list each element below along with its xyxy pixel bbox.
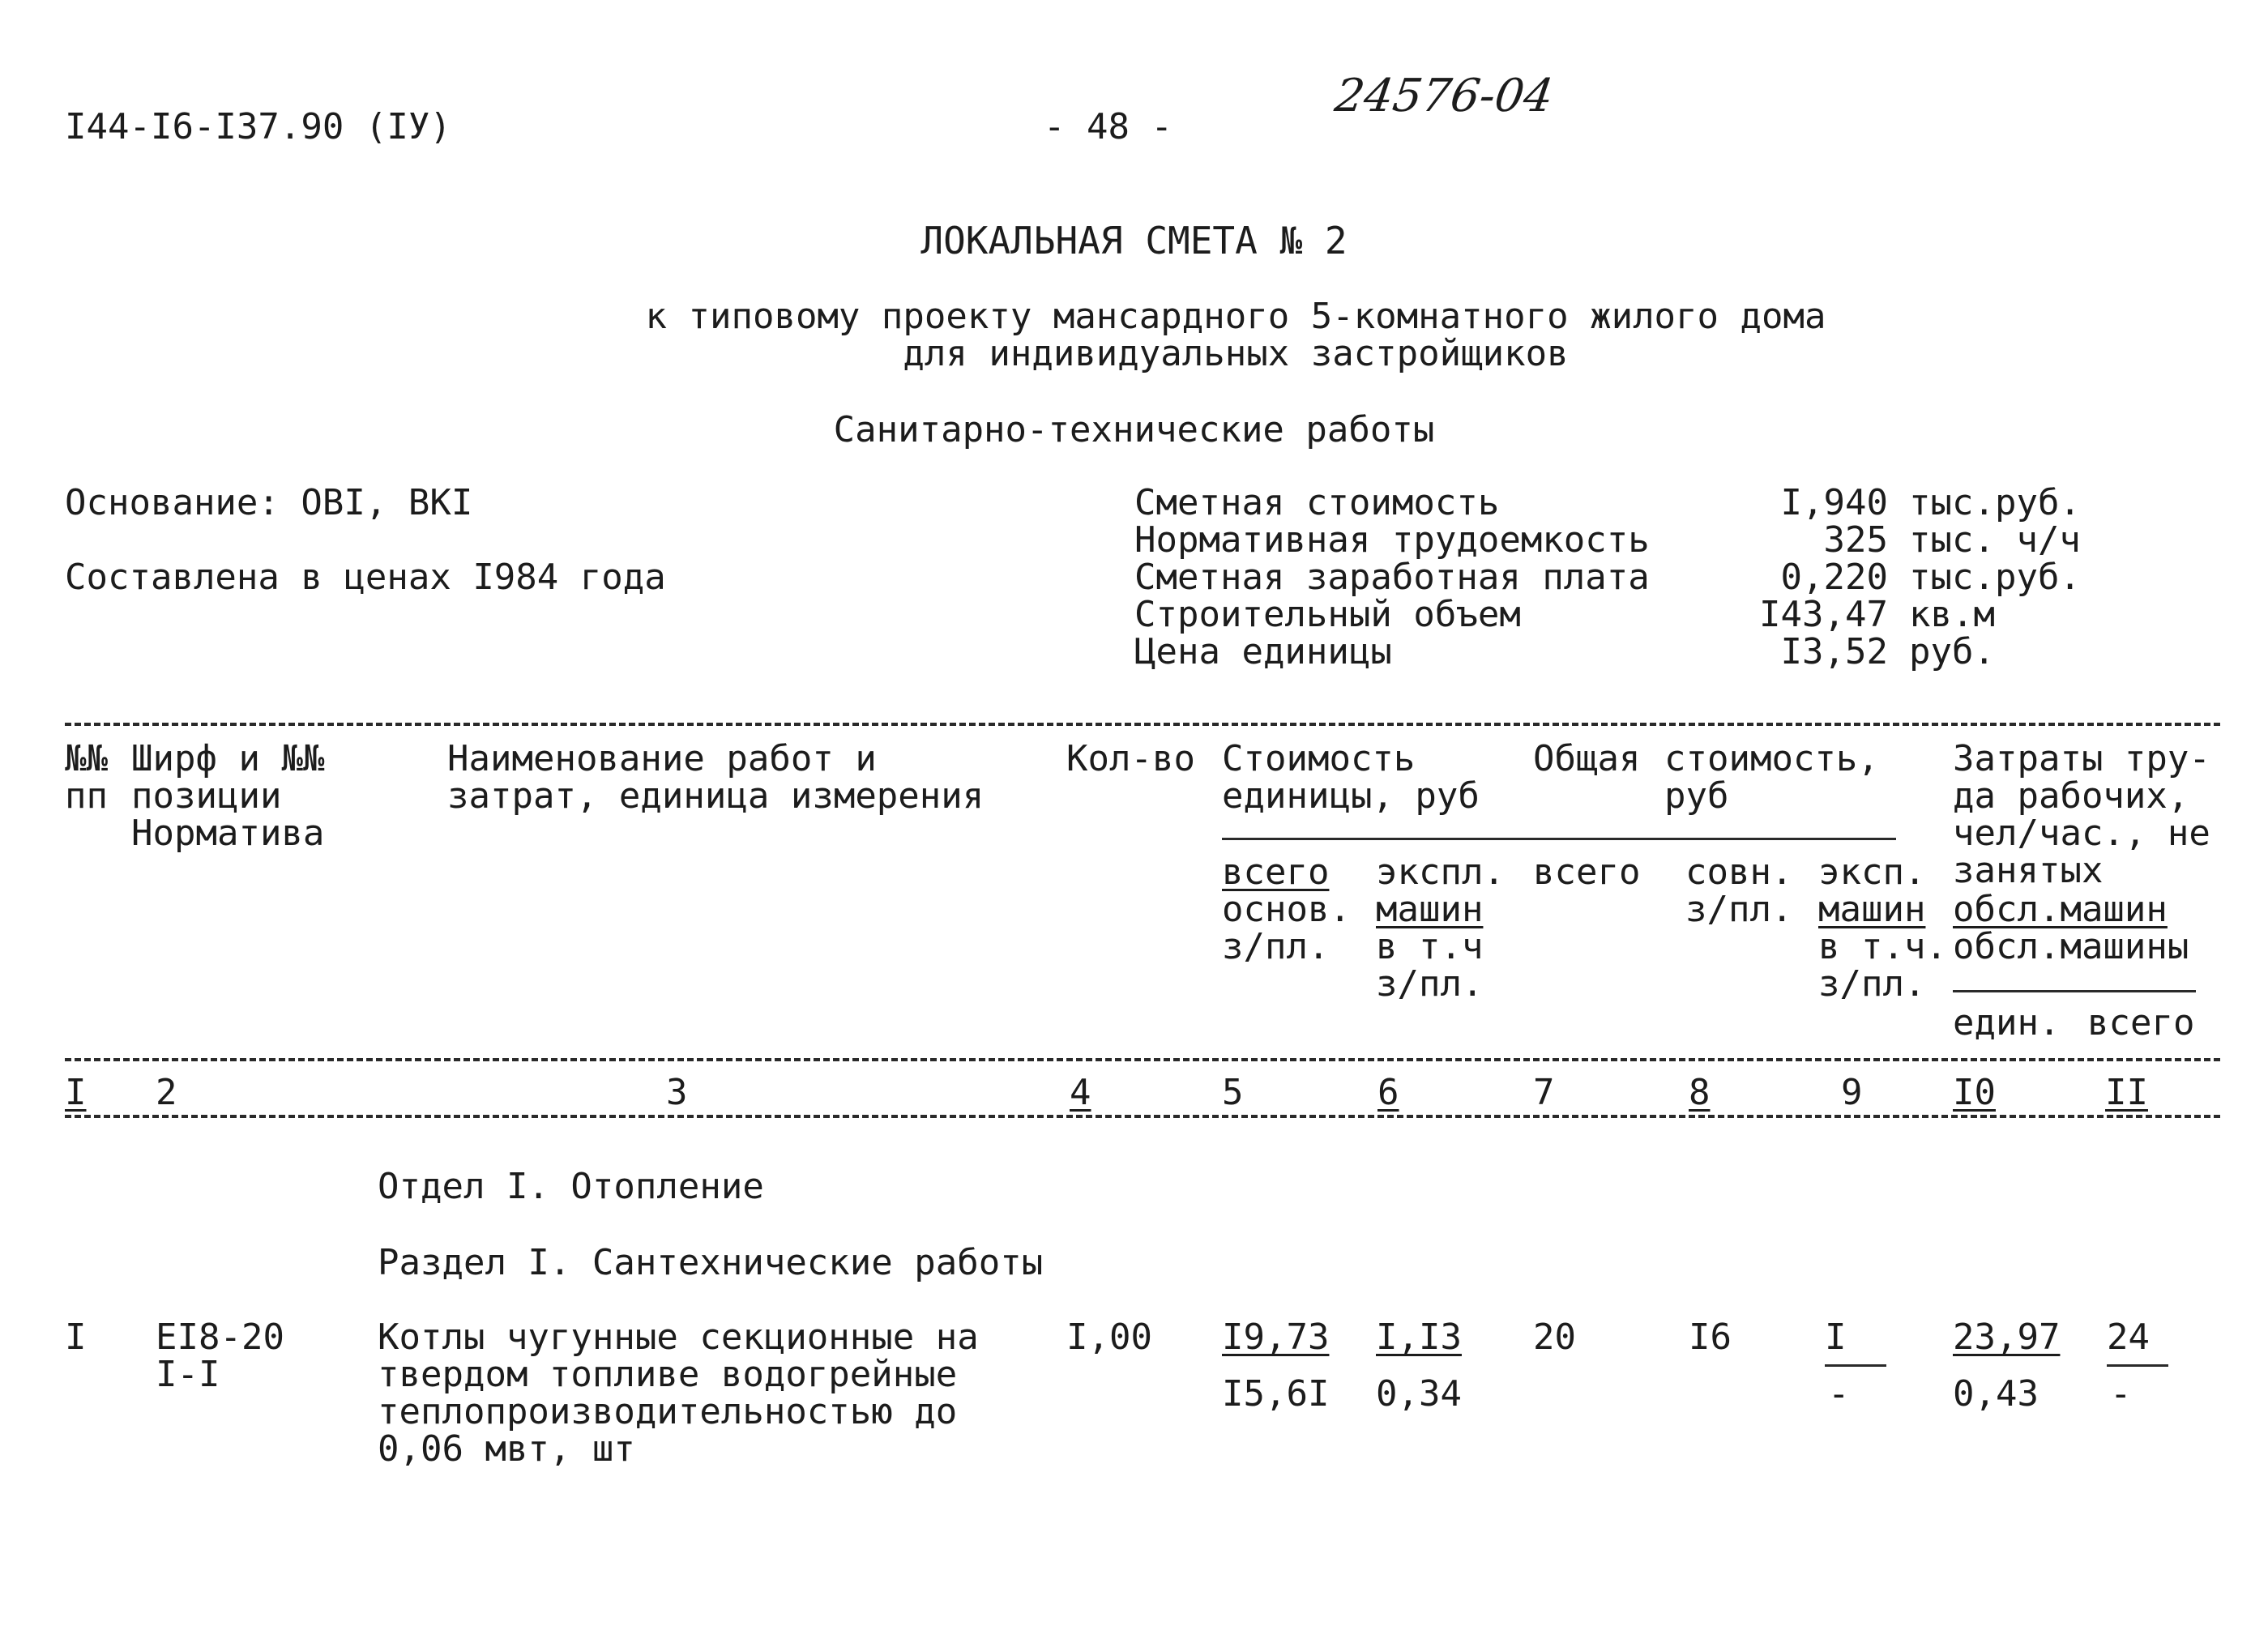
row-total-wage: I6 — [1689, 1317, 1732, 1358]
col-number: 2 — [156, 1072, 177, 1113]
handwritten-number: 24576-04 — [1331, 70, 1557, 122]
basis-line: Основание: OBI, BKI — [65, 482, 473, 523]
col-header-7-total: всего — [1533, 851, 1641, 893]
project-subtitle-line-1: к типовому проекту мансардного 5-комнатного жилого дома — [645, 296, 1826, 337]
row-total-machines: I — [1825, 1317, 1847, 1358]
col-header-unit-cost: Стоимость единицы, руб — [1222, 738, 1480, 817]
summary-label: Сметная заработная плата — [1134, 557, 1650, 598]
row-machines-cost: I,I3 — [1376, 1317, 1462, 1358]
table-top-rule — [65, 723, 2220, 726]
col-header-code: Ширф и №№ позиции Норматива — [131, 738, 325, 854]
header-divider — [1222, 838, 1896, 840]
col-number: I — [65, 1072, 87, 1113]
works-section-title: Санитарно-технические работы — [833, 409, 1435, 450]
col-header-total-cost-label: Общая — [1533, 738, 1641, 779]
summary-unit: тыс.руб. — [1909, 482, 2081, 523]
prices-year-line: Составлена в ценах I984 года — [65, 557, 666, 598]
summary-label: Цена единицы — [1134, 631, 1392, 672]
col-header-name: Наименование работ и затрат, единица измерения — [447, 738, 985, 817]
col-number: 5 — [1222, 1072, 1244, 1113]
col-header-9-operation: эксп. — [1818, 851, 1926, 893]
col-number: I0 — [1953, 1072, 1996, 1113]
estimate-title: ЛОКАЛЬНАЯ СМЕТА № 2 — [920, 219, 1348, 262]
row-quantity: I,00 — [1066, 1317, 1152, 1358]
col-header-11-total: всего — [2087, 1002, 2195, 1043]
col-header-6-wage: з/пл. — [1376, 963, 1484, 1005]
row-number: I — [65, 1317, 87, 1358]
col-header-labor: Затраты тру- да рабочих, чел/час., не занятых — [1953, 738, 2210, 891]
row-total-cost: 20 — [1533, 1317, 1576, 1358]
page-number: - 48 - — [1044, 106, 1172, 147]
summary-unit: тыс. ч/ч — [1909, 519, 2081, 561]
col-header-6-incl: в т.ч — [1376, 926, 1484, 967]
col-header-6-machines: машин — [1376, 889, 1484, 930]
summary-label: Нормативная трудоемкость — [1134, 519, 1650, 561]
col-header-9-incl: в т.ч. — [1818, 926, 1947, 967]
summary-label: Сметная стоимость — [1134, 482, 1500, 523]
col-number: 4 — [1070, 1072, 1091, 1113]
subsection-heading: Раздел I. Сантехнические работы — [378, 1242, 1044, 1283]
labor-header-divider — [1953, 990, 2196, 992]
col-header-5-wage: з/пл. — [1222, 926, 1330, 967]
col-header-9-machines: машин — [1818, 889, 1926, 930]
col-header-10-machines: обсл.машин — [1953, 889, 2168, 930]
row-total-machines-wage: - — [1828, 1373, 1850, 1415]
summary-value: I43,47 — [1759, 594, 1888, 635]
summary-label: Строительный объем — [1134, 594, 1521, 635]
row-unit-cost-wage: I5,6I — [1222, 1373, 1330, 1415]
col-number: 8 — [1689, 1072, 1711, 1113]
col-number: II — [2105, 1072, 2148, 1113]
row-name: Котлы чугунные секционные на твердом топливе водогрейные теплопроизводительностью до 0,06 мвт, шт — [378, 1317, 979, 1470]
col-header-9-wage: з/пл. — [1818, 963, 1926, 1005]
col-header-number: №№ пп — [65, 738, 108, 817]
col-number: 9 — [1841, 1072, 1863, 1113]
column-numbers-rule — [65, 1115, 2220, 1118]
row-labor-machine: 0,43 — [1953, 1373, 2039, 1415]
col-number: 7 — [1533, 1072, 1555, 1113]
row-machines-wage: 0,34 — [1376, 1373, 1462, 1415]
col-header-5-main: основ. — [1222, 889, 1351, 930]
header-bottom-rule — [65, 1058, 2220, 1061]
division-heading: Отдел I. Отопление — [378, 1166, 764, 1207]
summary-value: 0,220 — [1780, 557, 1888, 598]
col-header-10-machine: обсл.машины — [1953, 926, 2189, 967]
row-total-machines-underline — [1825, 1364, 1886, 1367]
col-number: 3 — [666, 1072, 688, 1113]
summary-unit: руб. — [1909, 631, 1995, 672]
row-labor-unit: 23,97 — [1953, 1317, 2061, 1358]
col-header-5-total: всего — [1222, 851, 1330, 893]
summary-value: I,940 — [1780, 482, 1888, 523]
row-labor-total: 24 — [2107, 1317, 2150, 1358]
summary-value: I3,52 — [1780, 631, 1888, 672]
summary-unit: кв.м — [1909, 594, 1995, 635]
project-subtitle-line-2: для индивидуальных застройщиков — [903, 333, 1569, 374]
col-header-6-operation: экспл. — [1376, 851, 1505, 893]
document-code: I44-I6-I37.90 (IУ) — [65, 106, 451, 147]
summary-unit: тыс.руб. — [1909, 557, 2081, 598]
col-header-8-wage: совн. з/пл. — [1685, 851, 1793, 930]
summary-value: 325 — [1823, 519, 1888, 561]
row-labor-total-underline — [2107, 1364, 2168, 1367]
col-number: 6 — [1377, 1072, 1399, 1113]
row-labor-total-machine: - — [2110, 1373, 2132, 1415]
col-header-total-cost: стоимость, руб — [1664, 738, 1879, 817]
row-unit-cost-total: I9,73 — [1222, 1317, 1330, 1358]
col-header-quantity: Кол-во — [1066, 738, 1195, 779]
col-header-10-unit: един. — [1953, 1002, 2061, 1043]
row-code: EI8-20 I-I — [156, 1317, 284, 1395]
